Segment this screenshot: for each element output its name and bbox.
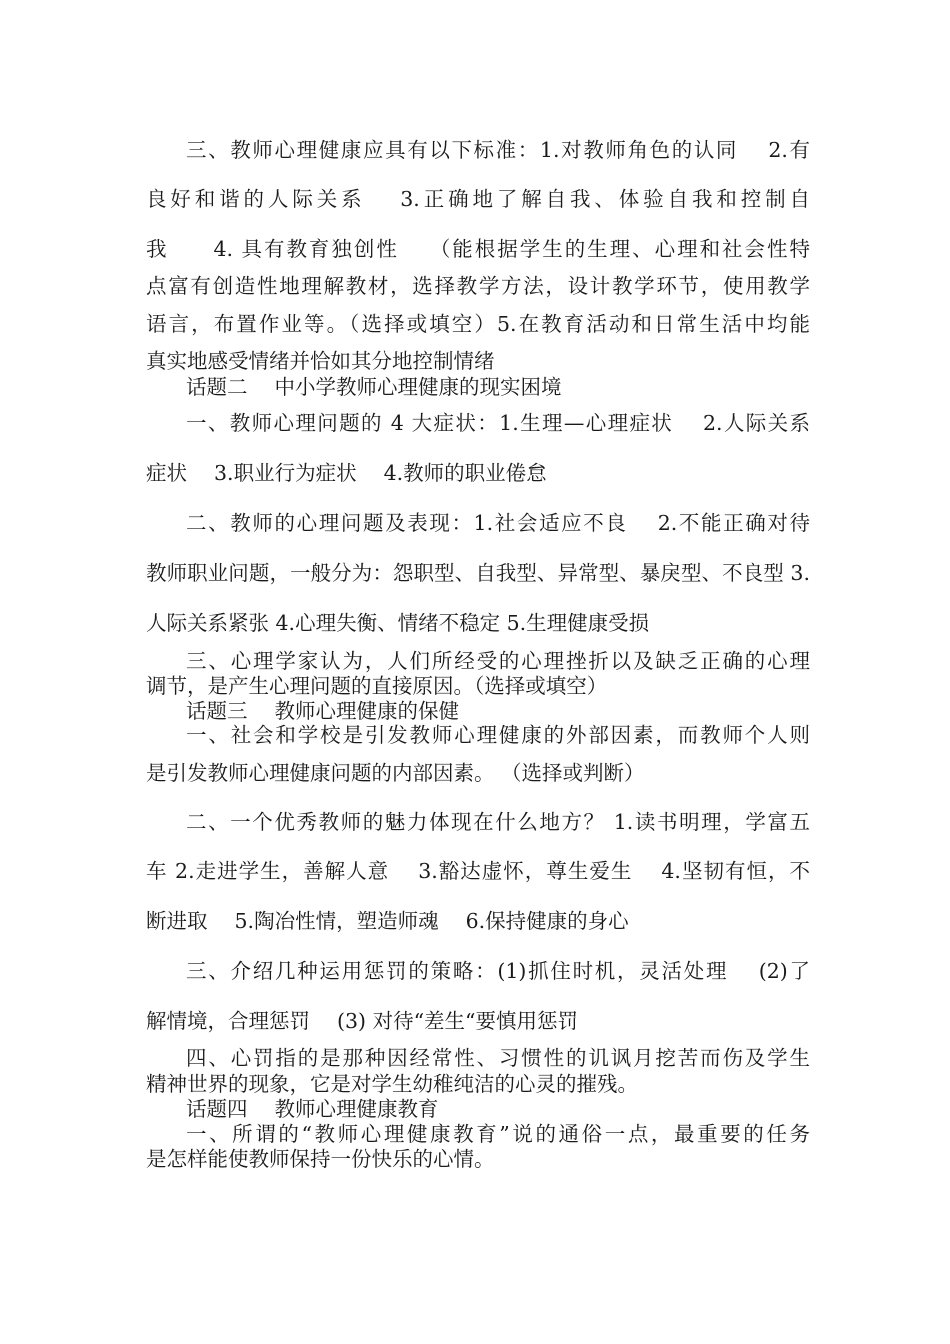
- text-line: 三、教师心理健康应具有以下标准：1.对教师角色的认同 2.有: [186, 138, 810, 162]
- text-line: 断进取 5.陶冶性情，塑造师魂 6.保持健康的身心: [146, 909, 629, 933]
- text-line: 调节，是产生心理问题的直接原因。（选择或填空）: [146, 674, 608, 698]
- section-heading: 话题三 教师心理健康的保健: [186, 699, 460, 723]
- text-line: 教师职业问题，一般分为：怨职型、自我型、异常型、暴戾型、不良型 3.: [146, 561, 810, 585]
- text-line: 一、所谓的“教师心理健康教育”说的通俗一点，最重要的任务: [186, 1122, 810, 1146]
- text-line: 是怎样能使教师保持一份快乐的心情。: [146, 1147, 495, 1171]
- text-line: 三、介绍几种运用惩罚的策略：(1)抓住时机，灵活处理 (2)了: [186, 959, 810, 983]
- text-line: 车 2.走进学生，善解人意 3.豁达虚怀，尊生爱生 4.坚韧有恒，不: [146, 859, 810, 883]
- text-line: 症状 3.职业行为症状 4.教师的职业倦怠: [146, 461, 547, 485]
- text-line: 人际关系紧张 4.心理失衡、情绪不稳定 5.生理健康受损: [146, 611, 650, 635]
- text-line: 精神世界的现象，它是对学生幼稚纯洁的心灵的摧残。: [146, 1072, 638, 1096]
- section-heading: 话题二 中小学教师心理健康的现实困境: [186, 375, 562, 399]
- text-line: 二、教师的心理问题及表现：1.社会适应不良 2.不能正确对待: [186, 511, 810, 535]
- text-line: 一、教师心理问题的 4 大症状：1.生理—心理症状 2.人际关系: [186, 411, 810, 435]
- text-line: 解情境，合理惩罚 (3) 对待“差生“要慎用惩罚: [146, 1009, 579, 1033]
- text-line: 是引发教师心理健康问题的内部因素。 （选择或判断）: [146, 761, 645, 785]
- text-line: 语言，布置作业等。（选择或填空）5.在教育活动和日常生活中均能: [146, 312, 810, 336]
- section-heading: 话题四 教师心理健康教育: [186, 1097, 439, 1121]
- text-line: 三、心理学家认为，人们所经受的心理挫折以及缺乏正确的心理: [186, 649, 810, 673]
- text-line: 真实地感受情绪并恰如其分地控制情绪: [146, 349, 495, 373]
- text-line: 我 4. 具有教育独创性 （能根据学生的生理、心理和社会性特: [146, 237, 810, 261]
- text-line: 四、心罚指的是那种因经常性、习惯性的讥讽月挖苦而伤及学生: [186, 1046, 810, 1070]
- text-line: 点富有创造性地理解教材，选择教学方法，设计教学环节，使用教学: [146, 274, 810, 298]
- text-line: 二、一个优秀教师的魅力体现在什么地方？ 1.读书明理，学富五: [186, 810, 810, 834]
- text-line: 良好和谐的人际关系 3.正确地了解自我、体验自我和控制自: [146, 187, 810, 211]
- text-line: 一、社会和学校是引发教师心理健康的外部因素，而教师个人则: [186, 723, 810, 747]
